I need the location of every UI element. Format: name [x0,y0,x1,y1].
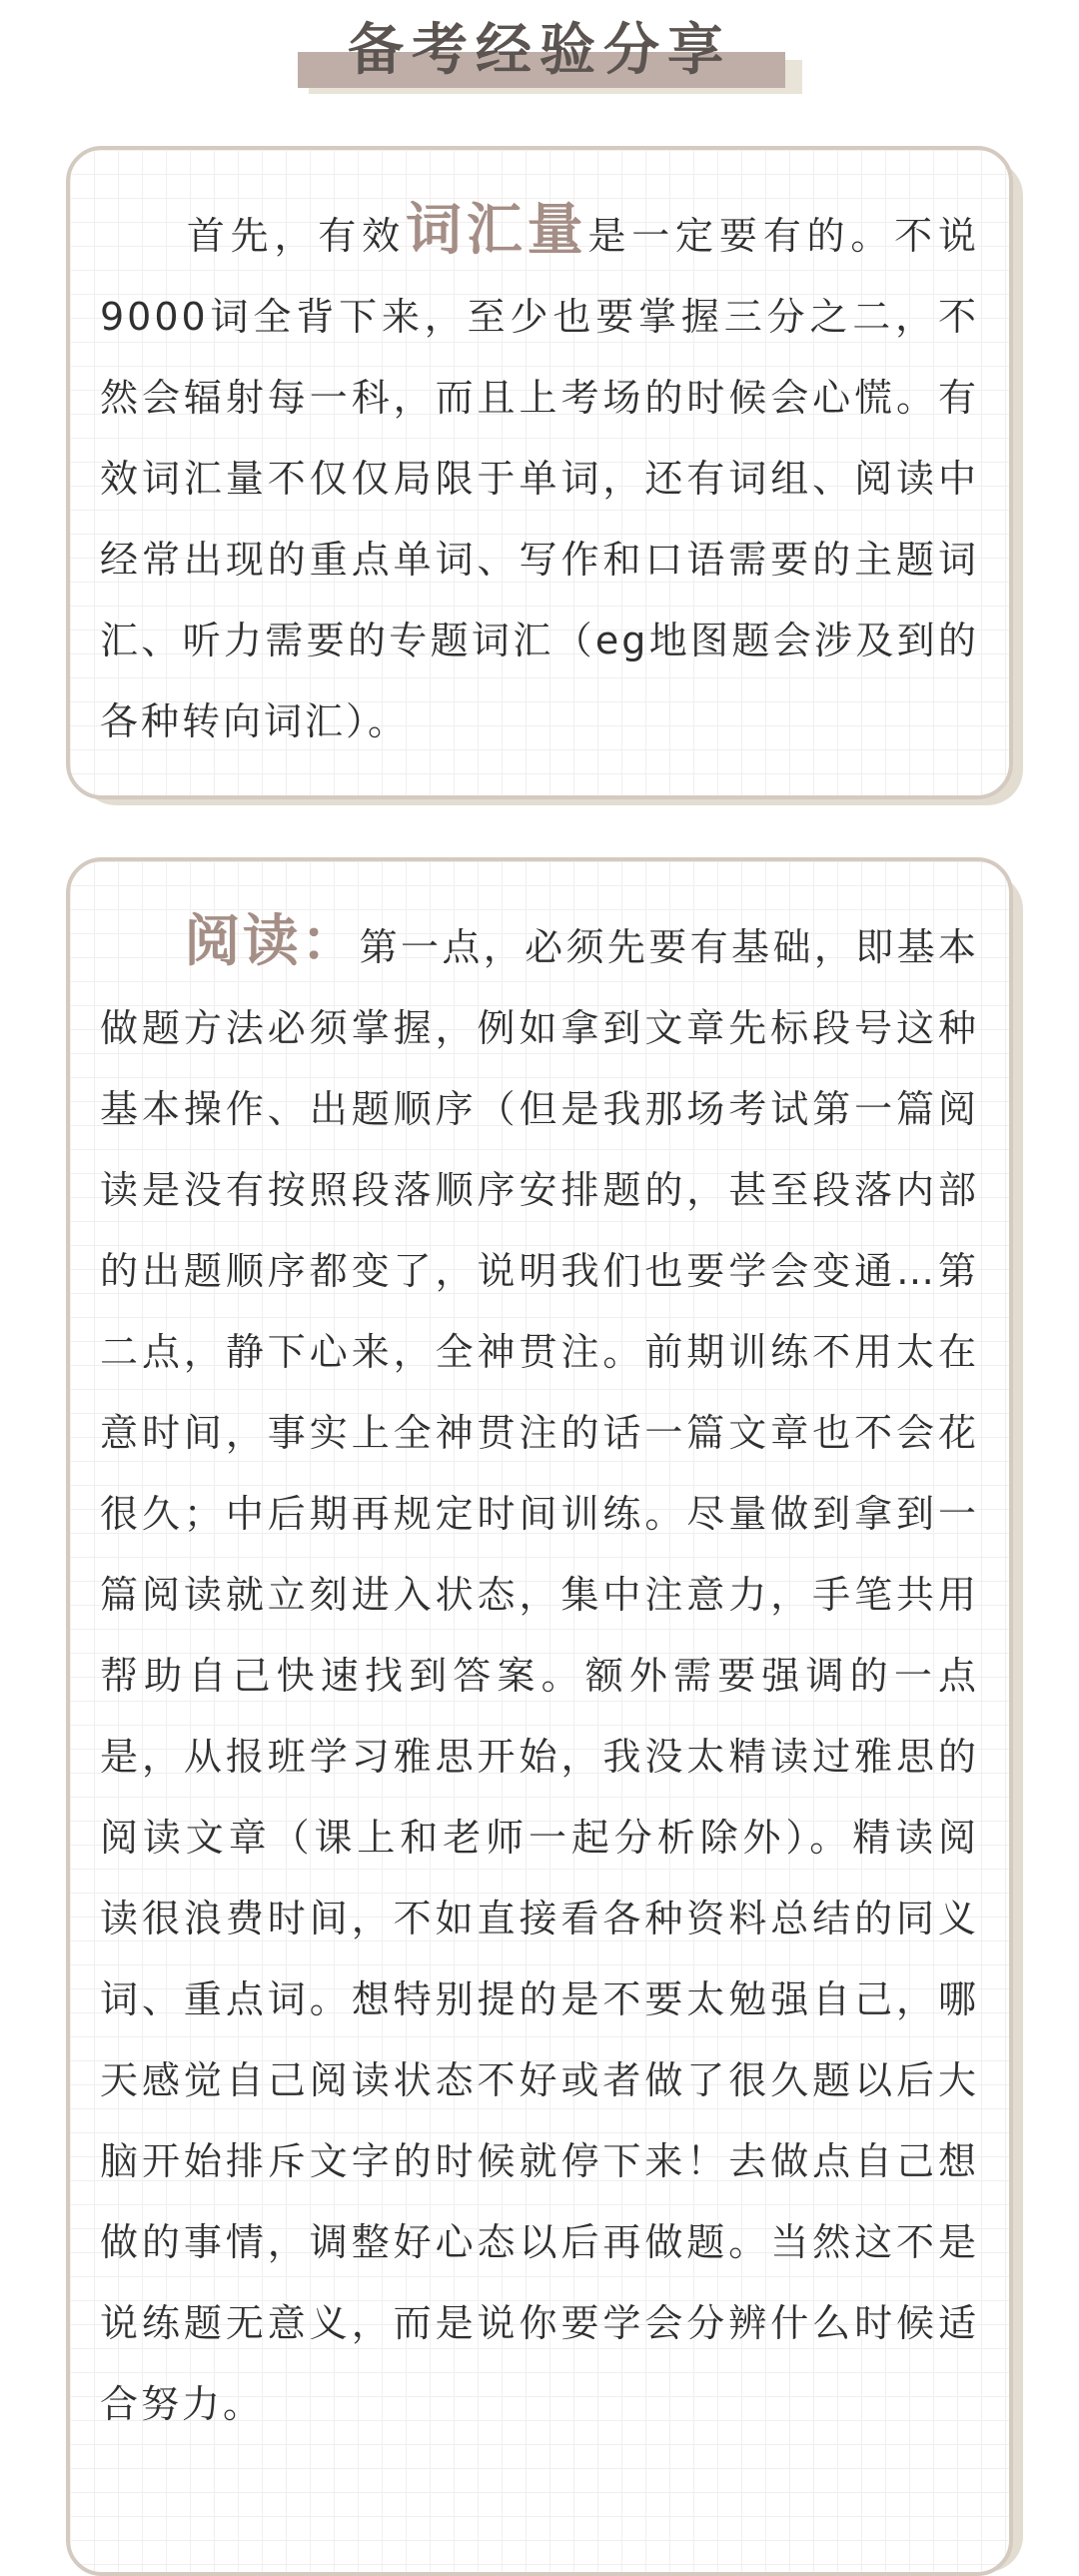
vocab-highlight: 词汇量 [405,198,588,263]
reading-body-text: 第一点，必须先要有基础，即基本做题方法必须掌握，例如拿到文章先标段号这种基本操作、出题顺序（但是我那场考试第一篇阅读是没有按照段落顺序安排题的，甚至段落内部的出题顺序都变了，说明我们也要学会变通…第二点，静下心来，全神贯注。前期训练不用太在意时间，事实上全神贯注的话一篇文章也不会花很久；中后期再规定时间训练。尽量做到拿到一篇阅读就立刻进入状态，集中注意力，手笔共用帮助自己快速找到答案。额外需要强调的一点是，从报班学习雅思开始，我没太精读过雅思的阅读文章（课上和老师一起分析除外）。精读阅读很浪费时间，不如直接看各种资料总结的同义词、重点词。想特别提的是不要太勉强自己，哪天感觉自己阅读状态不好或者做了很久题以后大脑开始排斥文字的时候就停下来！去做点自己想做的事情，调整好心态以后再做题。当然这不是说练题无意义，而是说你要学会分辨什么时候适合努力。 [100,925,979,2426]
reading-keyword: 阅读： [184,909,360,974]
reading-paragraph [100,901,979,2445]
title-banner [0,0,1079,100]
vocab-paragraph [100,190,979,762]
reading-card [66,857,1013,2576]
page-title: 备考经验分享 [348,18,731,83]
vocab-card [66,146,1013,799]
vocab-lead-text: 首先，有效 [184,214,406,258]
vocab-body-text: 是一定要有的。不说9000词全背下来，至少也要掌握三分之二，不然会辐射每一科，而且上考场的时候会心慌。有效词汇量不仅仅局限于单词，还有词组、阅读中经常出现的重点单词、写作和口语需要的主题词汇、听力需要的专题词汇（eg地图题会涉及到的各种转向词汇）。 [100,214,979,743]
